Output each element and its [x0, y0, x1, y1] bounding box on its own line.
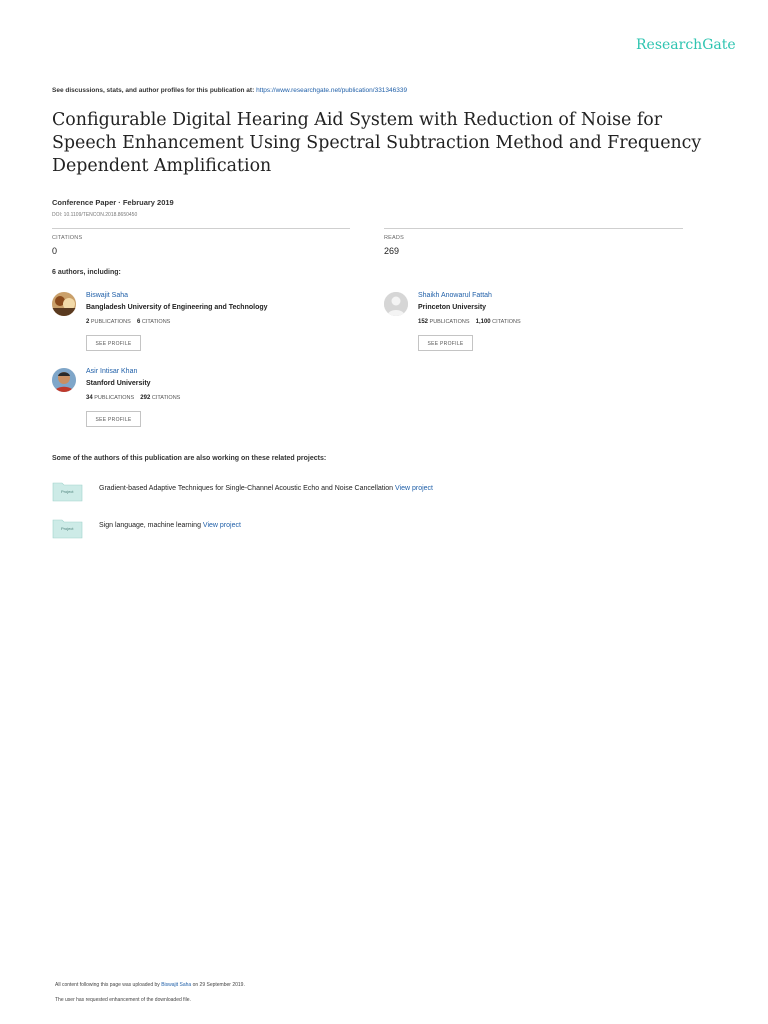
author-counts — [86, 395, 180, 401]
project-item — [52, 517, 652, 539]
authors-heading: 6 authors, including: — [52, 269, 121, 276]
avatar[interactable] — [52, 292, 76, 316]
author-photo-icon — [52, 368, 76, 392]
publications-count: 152 — [418, 319, 429, 325]
citations-label: CITATIONS — [151, 395, 181, 401]
reads-value: 269 — [384, 246, 400, 256]
citations-count: 292 — [140, 395, 151, 401]
avatar[interactable] — [52, 368, 76, 392]
project-icon-label: Project — [61, 526, 74, 531]
view-project-link[interactable]: View project — [202, 522, 241, 529]
author-photo-icon — [52, 292, 76, 316]
author-counts — [418, 319, 521, 325]
project-icon-label: Project — [61, 489, 74, 494]
see-profile-button[interactable]: SEE PROFILE — [86, 411, 141, 427]
citations-count: 6 — [136, 319, 141, 325]
author-card — [52, 292, 352, 358]
see-profile-button[interactable]: SEE PROFILE — [418, 335, 473, 351]
citations-divider — [52, 228, 350, 229]
citations-label: CITATIONS — [52, 235, 83, 241]
publications-count: 2 — [86, 319, 90, 325]
author-name-link[interactable]: Shaikh Anowarul Fattah — [418, 292, 492, 299]
see-profile-button[interactable]: SEE PROFILE — [86, 335, 141, 351]
default-user-icon — [384, 292, 408, 316]
related-projects-heading: Some of the authors of this publication are also working on these related projects: — [52, 455, 327, 462]
uploader-link[interactable]: Biswajit Saha — [161, 982, 192, 988]
author-name-link[interactable]: Biswajit Saha — [86, 292, 129, 299]
publication-title: Configurable Digital Hearing Aid System with Reduction of Noise for Speech Enhancement Using Spectral Subtraction Method and Frequency Dependent Amplification — [52, 110, 702, 176]
avatar[interactable] — [384, 292, 408, 316]
publication-url-link[interactable]: https://www.researchgate.net/publication/331346339 — [256, 87, 408, 94]
author-counts — [86, 319, 170, 325]
author-institution: Stanford University — [86, 380, 151, 387]
publication-type-date: Conference Paper · February 2019 — [52, 198, 174, 207]
project-item — [52, 480, 652, 502]
project-title: Gradient-based Adaptive Techniques for Single-Channel Acoustic Echo and Noise Cancellation — [99, 485, 395, 492]
discussion-line — [52, 87, 407, 94]
publications-label: PUBLICATIONS — [94, 395, 135, 401]
discussion-text: See discussions, stats, and author profiles for this publication at: — [52, 87, 257, 94]
publications-label: PUBLICATIONS — [90, 319, 131, 325]
citations-label: CITATIONS — [492, 319, 521, 325]
author-card — [52, 368, 352, 434]
reads-label: READS — [384, 235, 404, 241]
publications-label: PUBLICATIONS — [429, 319, 470, 325]
publications-count: 34 — [86, 395, 93, 401]
author-card — [384, 292, 684, 358]
upload-suffix: on 29 September 2019. — [191, 982, 245, 988]
researchgate-logo[interactable]: ResearchGate — [636, 37, 736, 53]
enhancement-note: The user has requested enhancement of the downloaded file. — [55, 997, 191, 1003]
reads-divider — [384, 228, 683, 229]
project-text — [99, 522, 241, 529]
citations-value: 0 — [52, 246, 58, 256]
author-institution: Princeton University — [418, 304, 487, 311]
author-institution: Bangladesh University of Engineering and Technology — [86, 304, 268, 311]
upload-prefix: All content following this page was uploaded by — [55, 982, 162, 988]
project-title: Sign language, machine learning — [99, 522, 203, 529]
upload-note — [55, 982, 245, 988]
citations-label: CITATIONS — [141, 319, 171, 325]
citations-count: 1,100 — [475, 319, 491, 325]
publication-doi: DOI: 10.1109/TENCON.2018.8650450 — [52, 212, 138, 218]
author-name-link[interactable]: Asir Intisar Khan — [86, 368, 138, 375]
view-project-link[interactable]: View project — [395, 485, 434, 492]
project-text — [99, 485, 433, 492]
